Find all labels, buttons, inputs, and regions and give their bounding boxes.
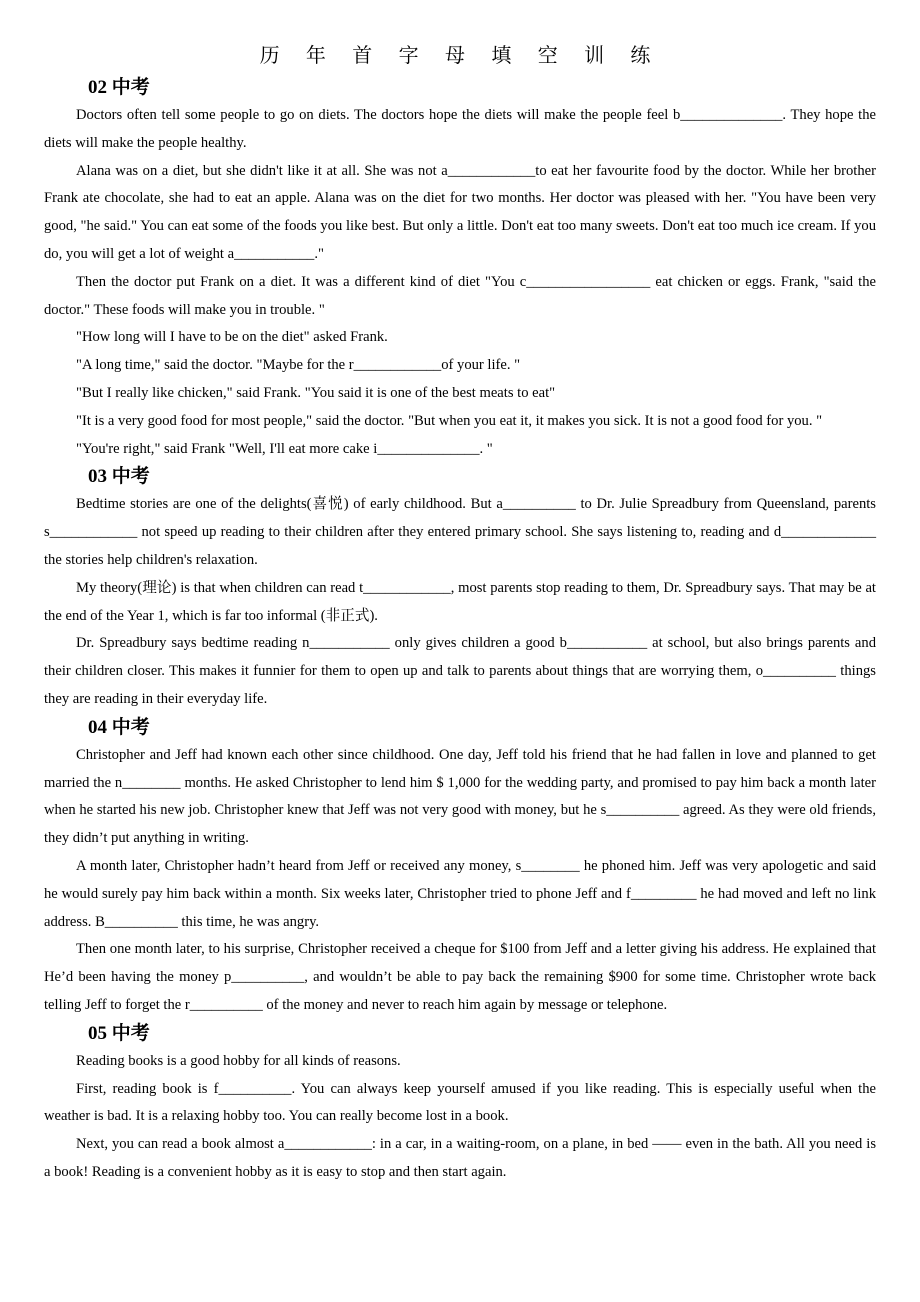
section-03 xyxy=(44,463,876,713)
paragraph: Alana was on a diet, but she didn't like it at all. She was not a____________to eat her favourite food by the doctor. While her brother Frank ate chocolate, she had to eat an apple. Alana was on the diet for two months. Her doctor was pleased with her. "You have been very good, "he said." You can eat some of the foods you like best. But only a little. Don't eat too many sweets. Don't eat too much ice cream. If you do, you will get a lot of weight a___________." xyxy=(44,162,876,262)
paragraph: "But I really like chicken," said Frank. "You said it is one of the best meats to eat" xyxy=(76,384,556,401)
paragraph: "It is a very good food for most people," said the doctor. "But when you eat it, it makes you sick. It is not a good food for you. " xyxy=(76,412,823,429)
section-heading: 04 中考 xyxy=(88,716,150,738)
paragraph: Bedtime stories are one of the delights(喜悦) of early childhood. But a__________ to Dr. Julie Spreadbury from Queensland, parents s____________ not speed up reading to their children after they entered primary school. She says listening to, reading and d_____________ the stories help children's relaxation. xyxy=(44,496,876,568)
section-02 xyxy=(44,74,876,463)
paragraph: Reading books is a good hobby for all kinds of reasons. xyxy=(76,1052,401,1069)
section-05 xyxy=(44,1020,876,1187)
paragraph: My theory(理论) is that when children can read t____________, most parents stop reading to them, Dr. Spreadbury says. That may be at the end of the Year 1, which is far too informal (非正式). xyxy=(44,579,876,624)
page-title: 历 年 首 字 母 填 空 训 练 xyxy=(259,43,661,67)
paragraph: Doctors often tell some people to go on diets. The doctors hope the diets will make the people feel b______________. They hope the diets will make the people healthy. xyxy=(44,107,876,151)
section-heading: 05 中考 xyxy=(88,1022,150,1044)
paragraph: "A long time," said the doctor. "Maybe for the r____________of your life. " xyxy=(76,357,521,374)
paragraph: "How long will I have to be on the diet" asked Frank. xyxy=(76,329,388,346)
section-heading: 03 中考 xyxy=(88,466,150,488)
paragraph: A month later, Christopher hadn’t heard from Jeff or received any money, s________ he phoned him. Jeff was very apologetic and said he would surely pay him back within a month. Six weeks later, Christopher tried to phone Jeff and f_________ he had moved and left no link address. B__________ this time, he was angry. xyxy=(44,857,876,930)
paragraph: Then one month later, to his surprise, Christopher received a cheque for $100 from Jeff and a letter giving his address. He explained that He’d been having the money p__________, and wouldn’t be able to pay back the remaining $900 for some time. Christopher wrote back telling Jeff to forget the r__________ of the money and never to reach him again by message or telephone. xyxy=(44,941,876,1013)
paragraph: Then the doctor put Frank on a diet. It was a different kind of diet "You c_________________ eat chicken or eggs. Frank, "said the doctor." These foods will make you in trouble. " xyxy=(44,273,876,318)
paragraph: Christopher and Jeff had known each other since childhood. One day, Jeff told his friend that he had fallen in love and planned to get married the n________ months. He asked Christopher to lend him $ 1,000 for the wedding party, and promised to pay him back a month later when he started his new job. Christopher knew that Jeff was not very good with money, but he s__________ agreed. As they were old friends, they didn’t put anything in writing. xyxy=(44,746,876,847)
paragraph: "You're right," said Frank "Well, I'll eat more cake i______________. " xyxy=(76,440,493,457)
document-page xyxy=(44,40,876,1187)
section-04 xyxy=(44,714,876,1020)
paragraph: Dr. Spreadbury says bedtime reading n___________ only gives children a good b___________ at school, but also brings parents and their children closer. This makes it funnier for them to open up and talk to parents about things that are worrying them, o__________ things they are reading in their everyday life. xyxy=(44,635,876,707)
paragraph: Next, you can read a book almost a____________: in a car, in a waiting-room, on a plane, in bed —— even in the bath. All you need is a book! Reading is a convenient hobby as it is easy to stop and then start again. xyxy=(44,1136,876,1180)
section-heading: 02 中考 xyxy=(88,77,150,98)
paragraph: First, reading book is f__________. You can always keep yourself amused if you like reading. This is especially useful when the weather is bad. It is a relaxing hobby too. You can really become lost in a book. xyxy=(44,1080,876,1125)
